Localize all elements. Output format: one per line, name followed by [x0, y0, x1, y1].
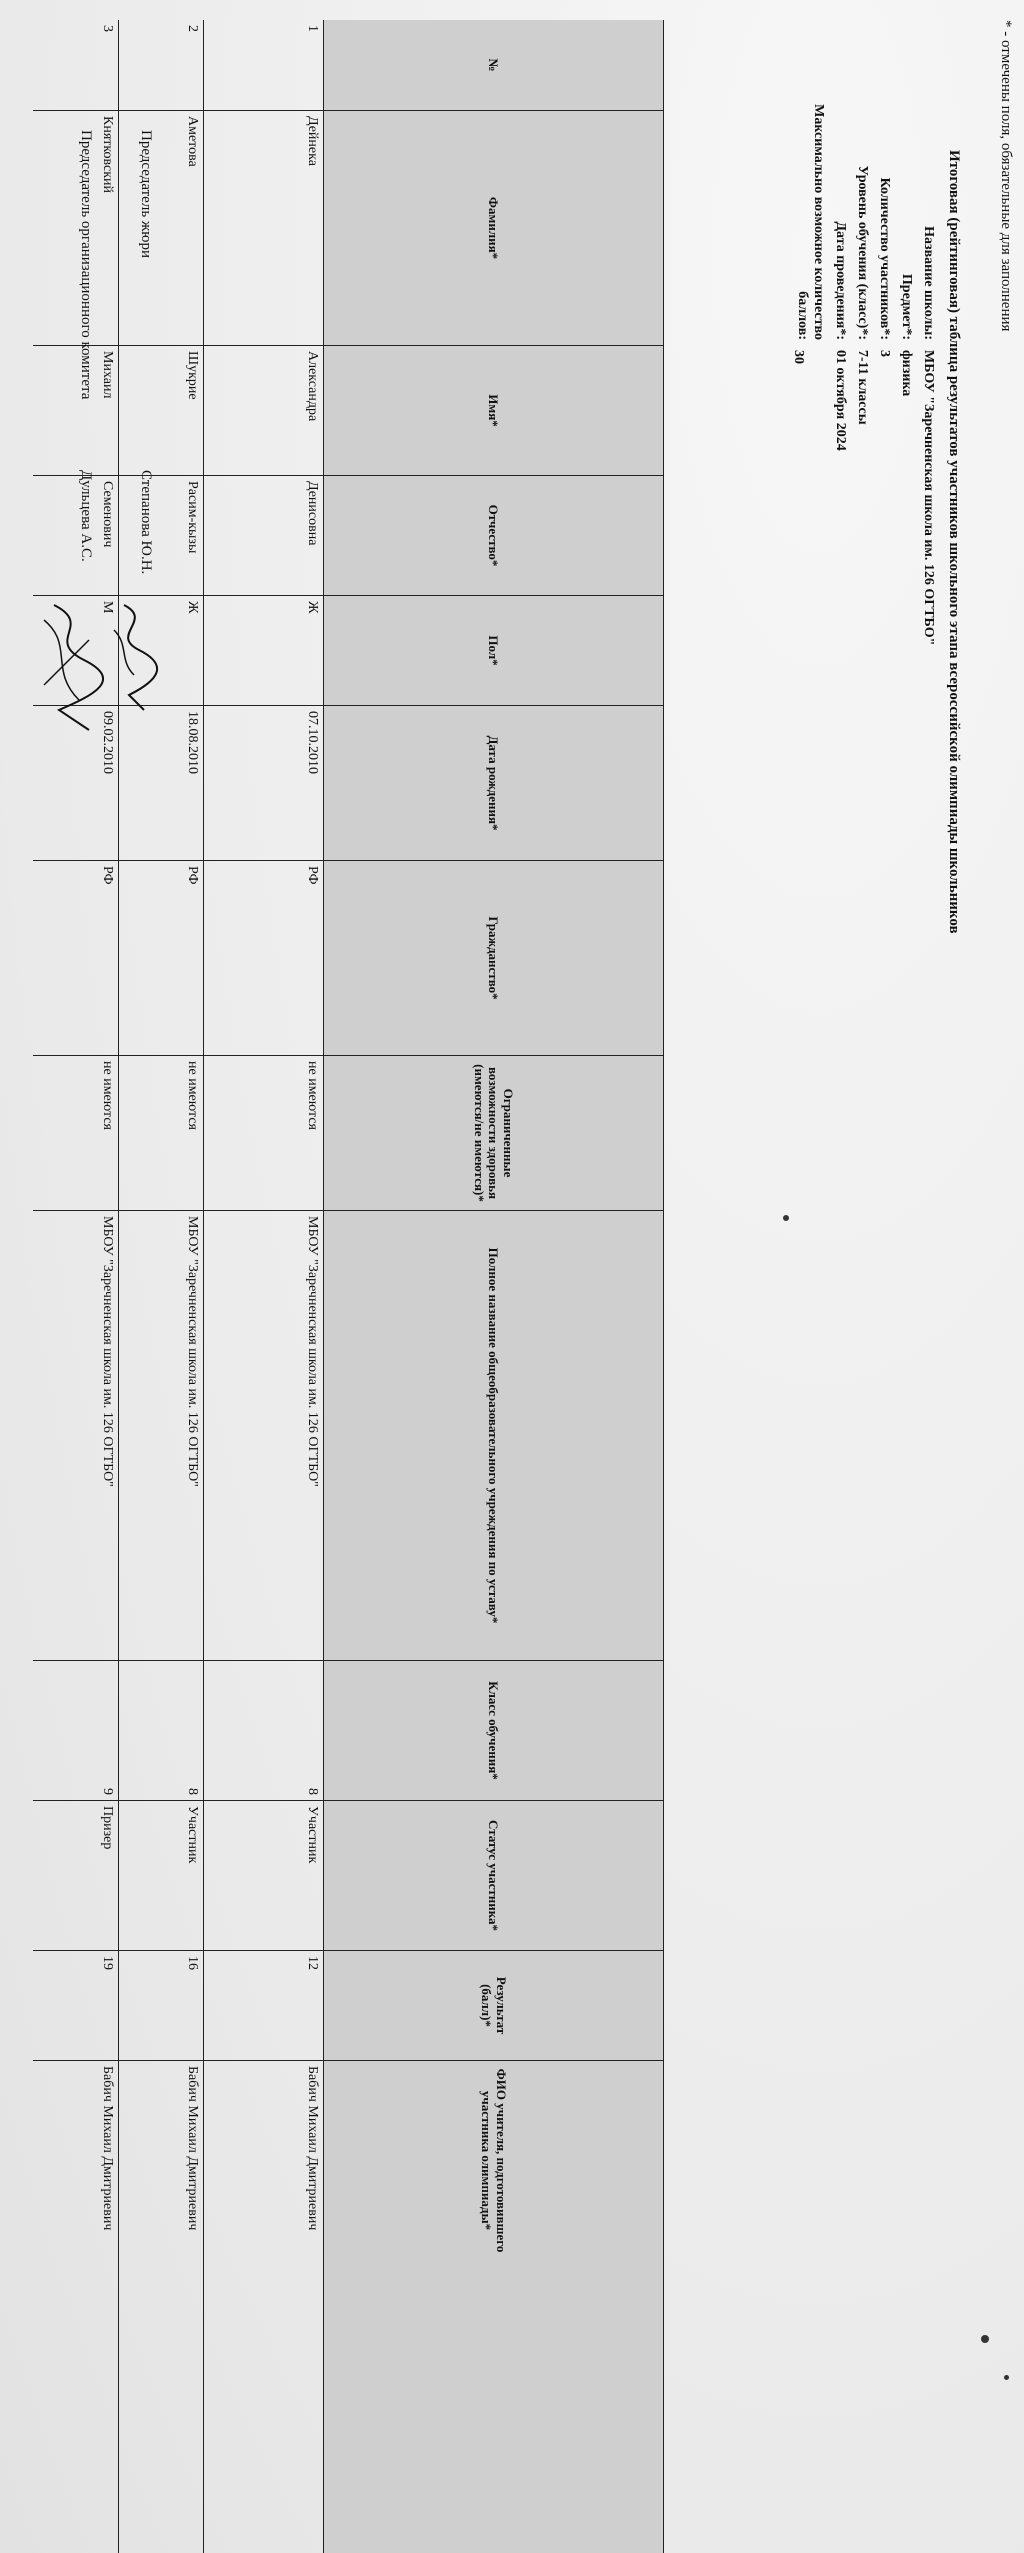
cell-score: 16: [118, 1950, 203, 2060]
cell-sex: М: [33, 595, 118, 705]
meta-label-school: Название школы:: [921, 226, 936, 340]
scan-speck: [1004, 2375, 1009, 2380]
cell-dob: 09.02.2010: [33, 705, 118, 860]
col-header-teacher: ФИО учителя, подготовившего участника олимпиады*: [323, 2060, 663, 2260]
meta-value-date: 01 октября 2024: [833, 350, 848, 451]
cell-teacher: Бабич Михаил Дмитриевич: [33, 2060, 118, 2260]
org-chair-signature: [34, 600, 104, 740]
col-header-grade: Класс обучения*: [323, 1660, 663, 1800]
col-header-patronymic: Отчество*: [323, 475, 663, 595]
meta-value-max-score: 30: [791, 350, 806, 364]
cell-patronymic: Денисовна: [203, 475, 323, 595]
col-header-status: Статус участника*: [323, 1800, 663, 1950]
jury-chair-name: Степанова Ю.Н.: [138, 470, 154, 575]
cell-num: 3: [100, 25, 115, 32]
col-header-dob: Дата рождения*: [323, 705, 663, 860]
table-header-row: [323, 20, 664, 2553]
table-row: [203, 20, 324, 2553]
cell-num: 1: [305, 25, 320, 32]
document-title: Итоговая (рейтинговая) таблица результатов участников школьного этапа всероссийской олимпиады школьников: [946, 150, 962, 934]
jury-chair-label: Председатель жюри: [138, 130, 154, 259]
meta-value-school: МБОУ "Заречненская школа им. 126 ОГТБО": [921, 350, 936, 646]
meta-label-subject: Предмет*:: [899, 273, 914, 340]
cell-name: Александра: [203, 345, 323, 475]
cell-name: Шукрие: [118, 345, 203, 475]
col-header-school: Полное название общеобразовательного учреждения по уставу*: [323, 1210, 663, 1660]
cell-status: Участник: [203, 1800, 323, 1950]
cell-surname: Дейнека: [203, 110, 323, 345]
cell-sex: Ж: [203, 595, 323, 705]
required-fields-note: * - отмечены поля, обязательные для заполнения: [998, 20, 1014, 332]
meta-value-level: 7-11 классы: [855, 350, 870, 425]
scan-speck: [981, 2335, 989, 2343]
col-header-score: Результат (балл)*: [323, 1950, 663, 2060]
col-header-sex: Пол*: [323, 595, 663, 705]
cell-patronymic: Расим-кызы: [118, 475, 203, 595]
cell-health: не имеются: [33, 1055, 118, 1210]
scan-speck: [783, 1215, 789, 1221]
cell-grade: 8: [118, 1660, 203, 1800]
cell-sex: Ж: [118, 595, 203, 705]
col-header-citizenship: Гражданство*: [323, 860, 663, 1055]
cell-grade: 8: [203, 1660, 323, 1800]
cell-teacher: Бабич Михаил Дмитриевич: [203, 2060, 323, 2260]
cell-school: МБОУ "Заречненская школа им. 126 ОГТБО": [33, 1210, 118, 1660]
table-row: [118, 20, 204, 2553]
col-header-num: №: [486, 58, 502, 72]
meta-label-max-score: Максимально возможное количество баллов:: [794, 104, 826, 340]
cell-dob: 18.08.2010: [118, 705, 203, 860]
meta-label-date: Дата проведения*:: [833, 221, 848, 340]
cell-num: 2: [185, 25, 200, 32]
cell-surname: Княтковский: [33, 110, 118, 345]
cell-status: Призер: [33, 1800, 118, 1950]
cell-surname: Аметова: [118, 110, 203, 345]
org-committee-chair-label: Председатель организационного комитета: [78, 130, 94, 400]
cell-grade: 9: [33, 1660, 118, 1800]
cell-citizenship: РФ: [33, 860, 118, 1055]
cell-patronymic: Семенович: [33, 475, 118, 595]
cell-citizenship: РФ: [118, 860, 203, 1055]
meta-value-participants: 3: [877, 350, 892, 357]
cell-dob: 07.10.2010: [203, 705, 323, 860]
results-table: [4, 20, 664, 2553]
col-header-health: Ограниченные возможности здоровья (имеются/не имеются)*: [323, 1055, 663, 1210]
col-header-surname: Фамилия*: [323, 110, 663, 345]
cell-school: МБОУ "Заречненская школа им. 126 ОГТБО": [118, 1210, 203, 1660]
cell-citizenship: РФ: [203, 860, 323, 1055]
cell-health: не имеются: [118, 1055, 203, 1210]
cell-score: 12: [203, 1950, 323, 2060]
meta-value-subject: физика: [899, 350, 914, 397]
cell-health: не имеются: [203, 1055, 323, 1210]
org-committee-chair-name: Дульцева А.С.: [78, 470, 94, 562]
cell-teacher: Бабич Михаил Дмитриевич: [118, 2060, 203, 2260]
col-header-name: Имя*: [323, 345, 663, 475]
cell-name: Михаил: [33, 345, 118, 475]
cell-score: 19: [33, 1950, 118, 2060]
table-row: [33, 20, 119, 2553]
meta-label-level: Уровень обучения (класс)*:: [855, 165, 870, 340]
cell-school: МБОУ "Заречненская школа им. 126 ОГТБО": [203, 1210, 323, 1660]
jury-chair-signature: [104, 600, 164, 720]
cell-status: Участник: [118, 1800, 203, 1950]
meta-label-participants: Количество участников*:: [877, 177, 892, 340]
